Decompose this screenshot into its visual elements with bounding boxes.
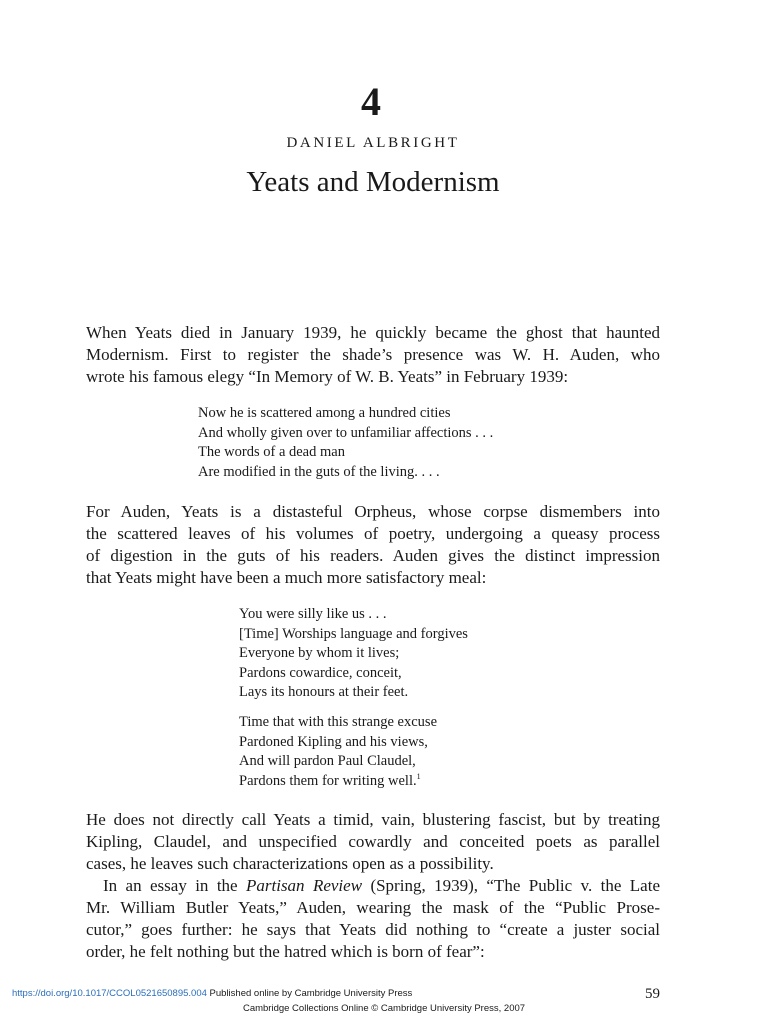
verse-line: Are modified in the guts of the living. . . . — [198, 463, 440, 480]
paragraph-line: that Yeats might have been a much more satisfactory meal: — [86, 568, 487, 587]
chapter-title: Yeats and Modernism — [246, 166, 500, 198]
chapter-number: 4 — [361, 79, 381, 124]
paragraph-line: He does not directly call Yeats a timid, vain, blustering fascist, but by treating — [86, 810, 660, 829]
verse-line: Lays its honours at their feet. — [239, 684, 409, 700]
verse-line-text: Pardons them for writing well. — [239, 772, 417, 789]
verse-quote-1 — [198, 404, 493, 482]
chapter-author: DANIEL ALBRIGHT — [286, 135, 460, 151]
paragraph-1 — [86, 322, 660, 388]
footer-copyright: Cambridge Collections Online © Cambridge University Press, 2007 — [242, 1003, 526, 1014]
verse-line — [239, 772, 437, 792]
verse-line: [Time] Worships language and forgives — [239, 625, 468, 642]
paragraph-line: of digestion in the guts of his readers. Auden gives the distinct impression — [86, 546, 660, 565]
paragraph-line: When Yeats died in January 1939, he quickly became the ghost that haunted — [86, 323, 660, 342]
verse-line: Pardons cowardice, conceit, — [239, 664, 402, 681]
paragraph-line: Kipling, Claudel, and unspecified cowardly and conceited poets as parallel — [86, 832, 660, 851]
verse-line: And wholly given over to unfamiliar affections . . . — [198, 424, 494, 441]
paragraph-line: cutor,” goes further: he says that Yeats did nothing to “create a juster social — [86, 920, 660, 939]
published-online-text: Published online by Cambridge University Press — [206, 988, 413, 999]
verse-line: Pardoned Kipling and his views, — [239, 733, 428, 750]
paragraph-line: wrote his famous elegy “In Memory of W. B. Yeats” in February 1939: — [86, 367, 569, 386]
verse-line: And will pardon Paul Claudel, — [239, 753, 416, 769]
verse-line: Now he is scattered among a hundred cities — [198, 405, 451, 421]
paragraph-3 — [86, 809, 660, 875]
paragraph-line: order, he felt nothing but the hatred which is born of fear”: — [86, 942, 485, 961]
verse-line: You were silly like us . . . — [239, 606, 387, 622]
verse-quote-2-stanza-2 — [239, 713, 437, 791]
paragraph-line: cases, he leaves such characterizations open as a possibility. — [86, 854, 494, 873]
paragraph-line: For Auden, Yeats is a distasteful Orpheus, whose corpse dismembers into — [86, 502, 660, 521]
footnote-reference[interactable]: 1 — [416, 771, 421, 781]
paragraph-text: In an essay in the — [103, 876, 246, 895]
paragraph-line: Modernism. First to register the shade’s presence was W. H. Auden, who — [86, 345, 660, 364]
paragraph-4 — [86, 875, 660, 963]
paragraph-line — [86, 875, 660, 897]
verse-line: Time that with this strange excuse — [239, 714, 438, 730]
paragraph-2 — [86, 501, 660, 589]
verse-quote-2-stanza-1 — [239, 605, 468, 703]
verse-line: The words of a dead man — [198, 444, 345, 460]
paragraph-text: (Spring, 1939), “The Public v. the Late — [362, 876, 660, 895]
doi-link[interactable]: https://doi.org/10.1017/CCOL0521650895.004 — [12, 988, 207, 999]
page-number: 59 — [645, 986, 660, 1002]
footer-doi-line — [12, 988, 412, 1000]
paragraph-line: the scattered leaves of his volumes of poetry, undergoing a queasy process — [86, 524, 660, 543]
journal-title: Partisan Review — [246, 876, 363, 895]
paragraph-line: Mr. William Butler Yeats,” Auden, wearing the mask of the “Public Prose- — [86, 898, 660, 917]
verse-line: Everyone by whom it lives; — [239, 645, 400, 661]
